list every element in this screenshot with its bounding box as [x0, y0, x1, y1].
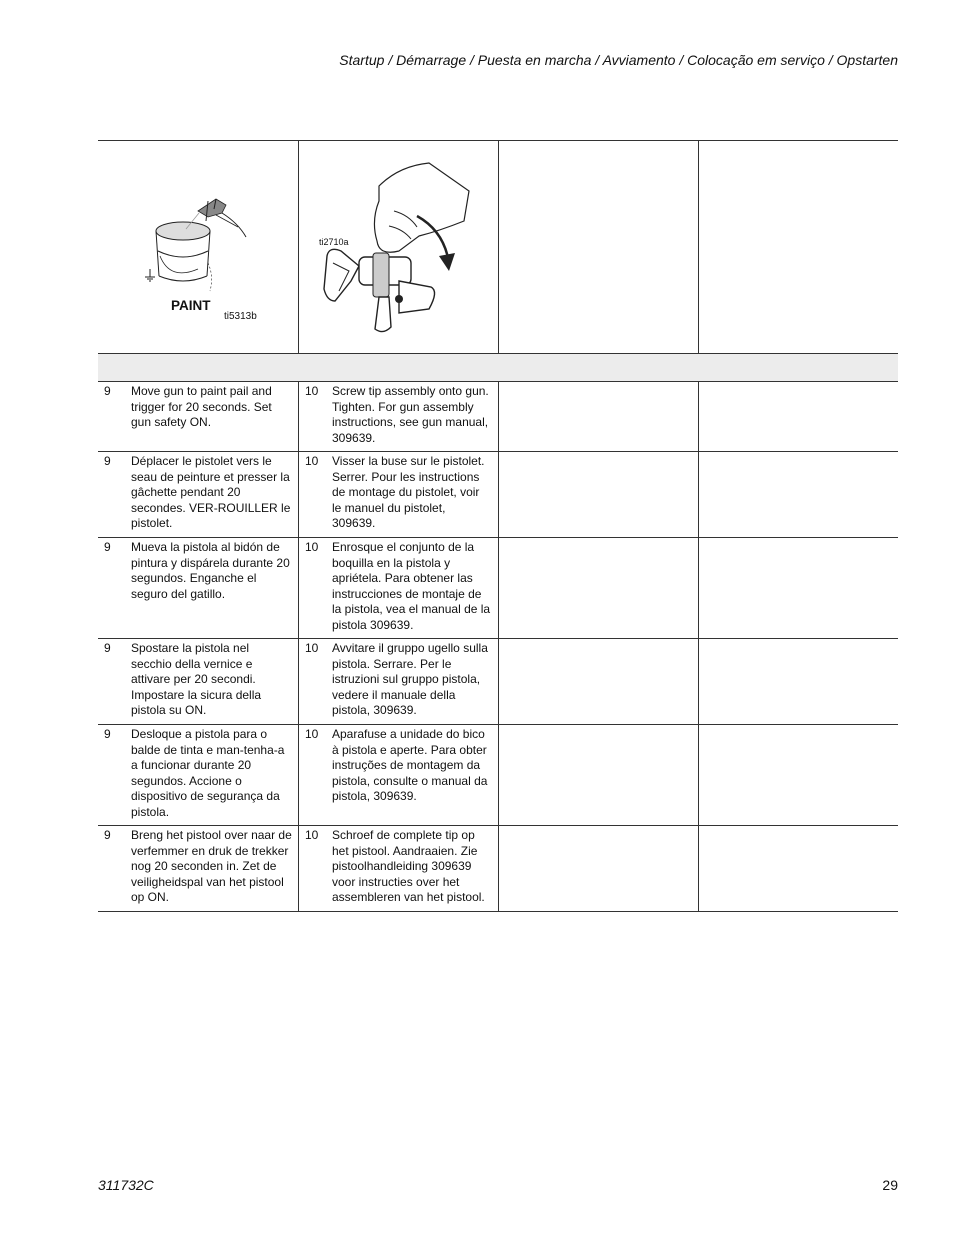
step-text: Spostare la pistola nel secchio della vernice e attivare per 20 secondi. Impostare la sicura della pistola su ON. — [131, 641, 262, 717]
figure-code-right: ti2710a — [319, 237, 349, 247]
document-number: 311732C — [98, 1177, 154, 1193]
empty-cell — [698, 538, 898, 638]
step-number: 9 — [104, 727, 111, 741]
table-row — [98, 452, 898, 538]
step-number: 9 — [104, 454, 111, 468]
step-number: 9 — [104, 828, 111, 842]
step-cell — [98, 538, 298, 638]
empty-cell — [498, 538, 698, 638]
step-text: Enrosque el conjunto de la boquilla en la pistola y apriétela. Para obtener las instrucciones de montaje de la pistola, vea el manual de la pistola 309639. — [332, 540, 491, 632]
empty-cell — [698, 382, 898, 451]
step-cell — [98, 382, 298, 451]
step-number: 10 — [305, 540, 319, 554]
empty-cell — [498, 382, 698, 451]
table-row — [98, 826, 898, 912]
empty-cell — [698, 826, 898, 911]
step-text: Déplacer le pistolet vers le seau de peinture et presser la gâchette pendant 20 secondes. VER-ROUILLER le pistolet. — [131, 454, 291, 530]
step-text: Avvitare il gruppo ugello sulla pistola. Serrare. Per le istruzioni sul gruppo pistola, vedere il manuale della pistola, 309639. — [332, 641, 488, 717]
empty-cell — [698, 725, 898, 825]
paint-pail-gun-illustration — [98, 141, 298, 353]
step-cell — [98, 725, 298, 825]
empty-cell — [498, 452, 698, 537]
table-row — [98, 538, 898, 639]
step-text: Schroef de complete tip op het pistool. Aandraaien. Zie pistoolhandleiding 309639 voor instructies over het assembleren van het pistool. — [332, 828, 485, 904]
figure-row — [98, 141, 898, 354]
step-number: 9 — [104, 641, 111, 655]
step-cell — [298, 538, 498, 638]
table-row — [98, 382, 898, 452]
figure-code-left: ti5313b — [224, 311, 257, 322]
step-number: 9 — [104, 540, 111, 554]
step-number: 10 — [305, 828, 319, 842]
step-number: 10 — [305, 384, 319, 398]
step-cell — [298, 639, 498, 724]
step-number: 9 — [104, 384, 111, 398]
figure-tip-assembly — [298, 141, 498, 353]
step-text: Mueva la pistola al bidón de pintura y dispárela durante 20 segundos. Enganche el seguro del gatillo. — [131, 540, 290, 601]
figure-empty-4 — [698, 141, 898, 353]
hand-screwing-tip-illustration — [299, 141, 499, 353]
step-cell — [298, 826, 498, 911]
step-number: 10 — [305, 641, 319, 655]
instruction-table — [98, 140, 898, 912]
empty-cell — [498, 639, 698, 724]
step-number: 10 — [305, 727, 319, 741]
step-cell — [298, 452, 498, 537]
step-text: Breng het pistool over naar de verfemmer en druk de trekker nog 20 seconden in. Zet de veiligheidspal van het pistool op ON. — [131, 828, 292, 904]
step-text: Visser la buse sur le pistolet. Serrer. Pour les instructions de montage du pistolet, voir le manuel du pistolet, 309639. — [332, 454, 485, 530]
step-text: Screw tip assembly onto gun. Tighten. For gun assembly instructions, see gun manual, 309639. — [332, 384, 489, 445]
step-cell — [298, 725, 498, 825]
page-number: 29 — [882, 1177, 898, 1193]
page-header-title: Startup / Démarrage / Puesta en marcha / Avviamento / Colocação em serviço / Opstarten — [339, 52, 898, 68]
step-text: Desloque a pistola para o balde de tinta e man-tenha-a a funcionar durante 20 segundos. Accione o dispositivo de segurança da pistola. — [131, 727, 285, 819]
figure-empty-3 — [498, 141, 698, 353]
step-number: 10 — [305, 454, 319, 468]
empty-cell — [498, 725, 698, 825]
empty-cell — [698, 639, 898, 724]
step-cell — [298, 382, 498, 451]
empty-cell — [698, 452, 898, 537]
step-cell — [98, 826, 298, 911]
section-band — [98, 354, 898, 382]
step-text: Move gun to paint pail and trigger for 20 seconds. Set gun safety ON. — [131, 384, 272, 429]
table-row — [98, 725, 898, 826]
step-cell — [98, 639, 298, 724]
paint-label: PAINT — [171, 298, 211, 313]
empty-cell — [498, 826, 698, 911]
figure-paint-pail — [98, 141, 298, 353]
step-text: Aparafuse a unidade do bico à pistola e aperte. Para obter instruções de montagem da pistola, consulte o manual da pistola, 309639. — [332, 727, 488, 803]
step-cell — [98, 452, 298, 537]
table-row — [98, 639, 898, 725]
